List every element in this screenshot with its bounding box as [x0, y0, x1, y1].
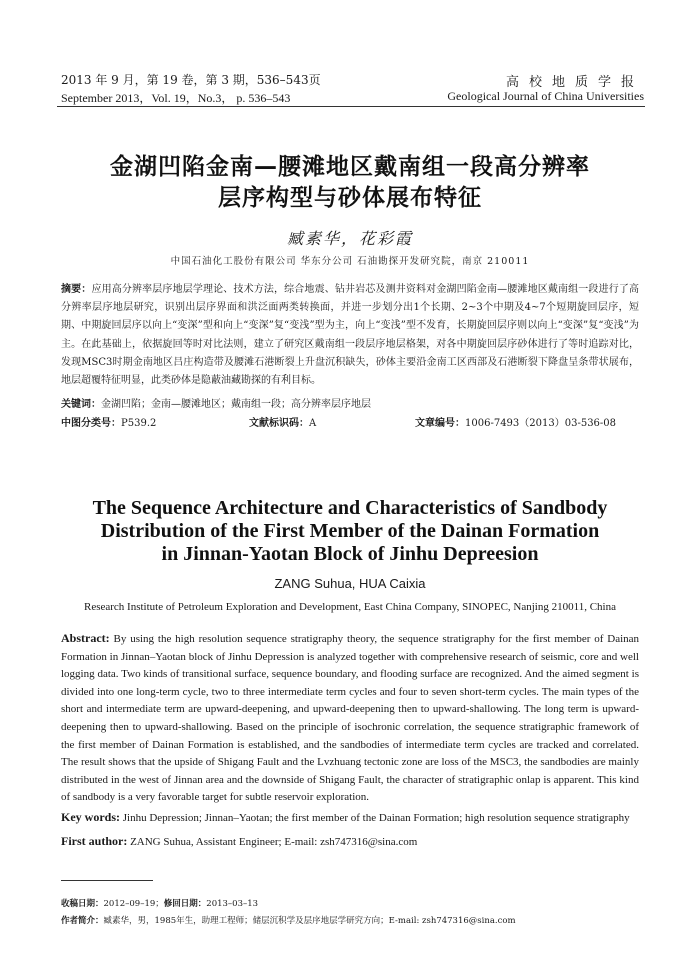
title-cn-line2: 层序构型与砂体展布特征 — [218, 185, 482, 211]
clc-number — [61, 418, 156, 429]
doc-code-value: A — [309, 418, 317, 429]
classification-row — [61, 414, 639, 429]
keywords-cn — [61, 395, 371, 410]
journal-name-cn: 高校地质学报 — [505, 75, 644, 90]
abstract-cn-text: 应用高分辨率层序地层学理论、技术方法，综合地震、钻井岩芯及测井资料对金湖凹陷金南—腰滩地区戴南组一段进行了高分辨率层序地层研究，识别出层序界面和洪泛面两类转换面，并进一步划分出1个长期、2~3个中期及4~7个短期旋回层序，短期、中期旋回层序以向上“变深”型和向上“变深”复“变浅”型为主，向上“变浅”型不发育，长期旋回层序则以向上“变深”复“变浅”为主。在此基础上，依据旋回等时对比法则，建立了研究区戴南组一段层序地层格架，对各中期旋回层序砂体进行了等时追踪对比，发现MSC3时期金南地区吕庄构造带及腰滩石港断裂上升盘沉积缺失，砂体主要沿金南工区西部及石港断裂下降盘呈条带状展布，地层超覆特征明显，此类砂体是隐蔽油藏勘探的有利目标。 — [61, 284, 640, 387]
revised-date: 2013–03–13 — [206, 899, 259, 909]
authors-cn: 臧素华，花彩霞 — [286, 229, 413, 248]
first-author-label: First author: — [61, 834, 128, 848]
footnote-author-bio — [61, 914, 516, 926]
document-code — [249, 414, 316, 429]
received-label: 收稿日期： — [61, 899, 104, 909]
footnote-dates — [61, 897, 258, 909]
citation-en: September 2013，Vol. 19，No.3， p. 536–543 — [61, 91, 291, 105]
article-number — [415, 414, 616, 429]
abstract-cn-label: 摘要： — [61, 284, 92, 295]
doc-code-label: 文献标识码： — [249, 418, 309, 429]
keywords-cn-text: 金湖凹陷；金南—腰滩地区；戴南组一段；高分辨率层序地层 — [101, 399, 371, 410]
title-en-line1: The Sequence Architecture and Characteristics of Sandbody — [92, 497, 608, 519]
keywords-en-label: Key words: — [61, 810, 120, 824]
keywords-en — [61, 810, 641, 825]
header-divider — [57, 106, 645, 107]
first-author-en — [61, 834, 417, 849]
footnote-divider — [61, 880, 153, 881]
clc-label: 中图分类号： — [61, 418, 121, 429]
title-cn-line1: 金湖凹陷金南—腰滩地区戴南组一段高分辨率 — [110, 154, 590, 180]
article-no-label: 文章编号： — [415, 418, 465, 429]
first-author-text: ZANG Suhua, Assistant Engineer; E-mail: zsh747316@sina.com — [130, 836, 418, 848]
abstract-en — [61, 630, 639, 807]
title-en-line3: in Jinnan-Yaotan Block of Jinhu Depreesion — [161, 543, 539, 565]
journal-name-en: Geological Journal of China Universities — [447, 89, 644, 103]
bio-label: 作者简介： — [61, 916, 104, 926]
citation-cn: 2013 年 9 月，第 19 卷，第 3 期，536–543页 — [61, 73, 321, 87]
article-no-value: 1006-7493（2013）03-536-08 — [465, 418, 617, 429]
received-date: 2012–09–19； — [103, 899, 164, 909]
abstract-en-label: Abstract: — [61, 631, 110, 645]
abstract-cn — [61, 281, 639, 390]
authors-en: ZANG Suhua, HUA Caixia — [274, 576, 426, 591]
revised-label: 修回日期： — [163, 899, 207, 909]
affiliation-cn: 中国石油化工股份有限公司 华东分公司 石油勘探开发研究院，南京 210011 — [170, 256, 530, 267]
keywords-en-text: Jinhu Depression; Jinnan–Yaotan; the first member of the Dainan Formation; high resolution sequence stratigraphy — [122, 812, 630, 824]
keywords-cn-label: 关键词： — [61, 399, 101, 410]
affiliation-en: Research Institute of Petroleum Exploration and Development, East China Company, SINOPEC, Nanjing 210011, China — [84, 601, 616, 613]
clc-value: P539.2 — [121, 418, 157, 429]
bio-text: 臧素华，男，1985年生，助理工程师；储层沉积学及层序地层学研究方向；E-mail: zsh747316@sina.com — [103, 916, 516, 926]
title-en-line2: Distribution of the First Member of the Dainan Formation — [100, 520, 600, 542]
abstract-en-text: By using the high resolution sequence stratigraphy theory, the sequence stratigraphy for the first member of Dainan Formation in Jinnan–Yaotan block of Jinhu Depression is analyzed together with comprehensive research of seismic, core and well logging data. Two kinds of transitional surface, sequence boundary, and flooding surface are recognized. And the aimed segment is divided into one long-term cycle, two to three intermediate term cycles and four to seven short-term cycles. The main types of the short and intermediate term are upward-deepening, and upward-deepening then to upward-shallowing. The long term is upward-deepening then to upward-shallowing. Based on the principle of isochronic correlation, the sequence stratigraphic framework of the first member of Dainan Formation is established, and the sandbodies of intermediate term cycles are tracked and correlated. The result shows that the upside of Shigang Fault and the Lvzhuang tectonic zone are loss of the MSC3, the sandbodies are mainly distributed in the west of Jinnan area and the downside of Shigang Fault, the character of stratigraphic onlap is apparent. This kind of sandbody is a very favorable target for subtle reservoir exploration. — [61, 633, 640, 804]
